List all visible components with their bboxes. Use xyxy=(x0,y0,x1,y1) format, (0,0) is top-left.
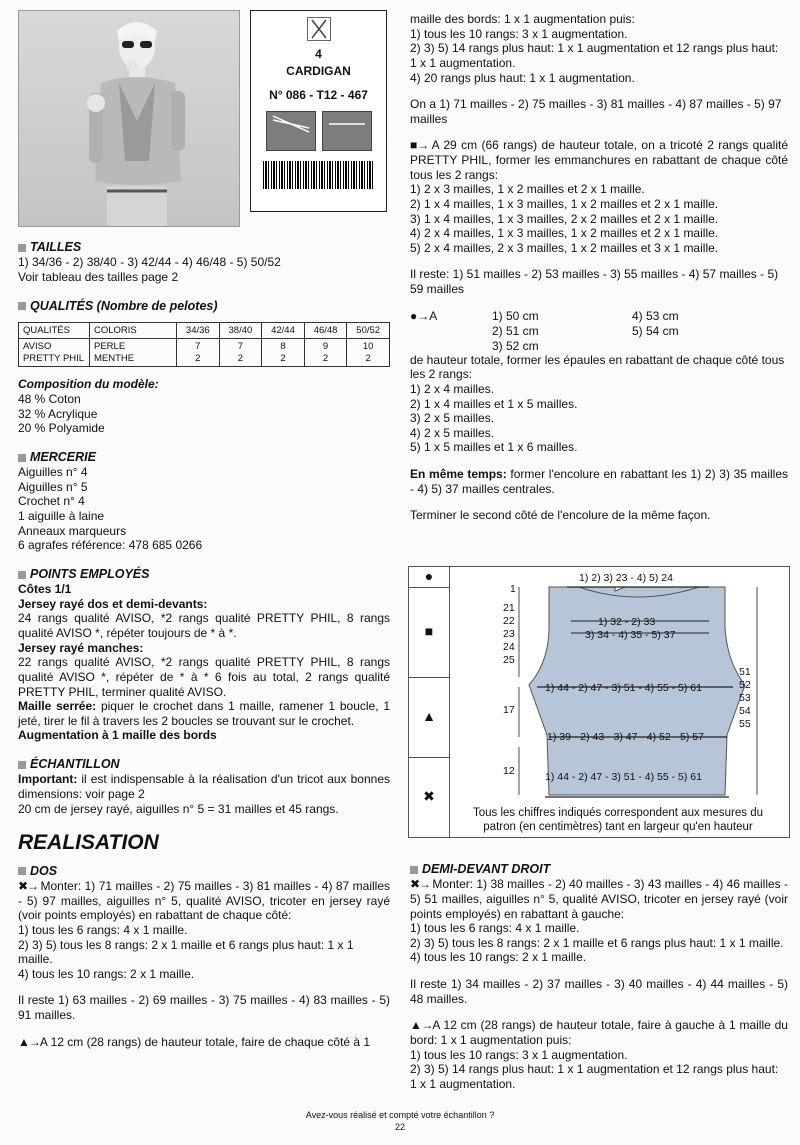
table-header-cell: 42/44 xyxy=(262,322,305,339)
cross-symbol-icon: ✖ xyxy=(423,788,435,805)
table-header-cell: QUALITÉS xyxy=(19,322,90,339)
epaule-3: 3) 2 x 5 mailles. xyxy=(410,411,495,426)
pattern-diagram xyxy=(408,566,790,838)
bottom-height: 12 xyxy=(503,765,515,777)
mercerie-line: Aiguilles n° 4 xyxy=(18,465,88,480)
table-header-cell: 46/48 xyxy=(304,322,347,339)
neck-label-2: 3) 34 - 4) 35 - 5) 37 xyxy=(585,629,676,641)
a29-line: ■→ A 29 cm (66 rangs) de hauteur totale, on a tricoté 2 rangs qualité PRETTY PHIL, former les emmanchures en rabattant de chaque côté tous les 2 rangs: xyxy=(410,138,788,182)
diagram-caption-1: Tous les chiffres indiqués correspondent aux mesures du xyxy=(472,807,763,819)
table-header-row xyxy=(19,322,390,339)
circle-arrow-label: ●→A xyxy=(410,308,438,323)
augm-line-1: maille des bords: 1 x 1 augmentation puis: xyxy=(410,12,635,26)
section-square-icon xyxy=(18,454,26,462)
hauteur-5: 5) 54 cm xyxy=(632,323,679,338)
top-width-label: 1) 2) 3) 23 - 4) 5) 24 xyxy=(579,572,673,584)
mid-height: 17 xyxy=(503,704,515,716)
needle-size-large: 4 xyxy=(390,131,399,147)
table-header-cell: 34/36 xyxy=(177,322,220,339)
left-column xyxy=(18,240,390,1049)
emmanchure-2: 2) 1 x 4 mailles, 1 x 3 mailles, 1 x 2 mailles et 2 x 1 maille. xyxy=(410,196,719,211)
jersey-manches-heading: Jersey rayé manches: xyxy=(18,640,144,655)
section-square-icon xyxy=(18,302,26,310)
demi-devant-section xyxy=(410,862,788,1091)
hauteur-3: 3) 52 cm xyxy=(492,338,539,353)
dd-plus-1: 1) tous les 10 rangs: 3 x 1 augmentation. xyxy=(410,1047,628,1062)
echantillon-heading: ÉCHANTILLON xyxy=(18,757,390,772)
table-header-cell: COLORIS xyxy=(90,322,177,339)
mercerie-line: Crochet n° 4 xyxy=(18,494,85,509)
table-cell: PERLE MENTHE xyxy=(90,339,177,367)
mercerie-line: 6 agrafes référence: 478 685 0266 xyxy=(18,538,203,553)
width-label-3: 1) 44 - 2) 47 - 3) 51 - 4) 55 - 5) 61 xyxy=(545,771,702,783)
hauteur-4: 4) 53 cm xyxy=(632,308,679,323)
model-illustration xyxy=(19,11,239,226)
hauteur-text: de hauteur totale, former les épaules en rabattant de chaque côté tous les 2 rangs: xyxy=(410,352,785,382)
model-number: 4 xyxy=(315,47,322,61)
triangle-arrow-icon: ▲→ xyxy=(18,1034,40,1049)
echantillon-line: 20 cm de jersey rayé, aiguilles n° 5 = 31 mailles et 45 rangs. xyxy=(18,801,339,816)
barcode xyxy=(263,161,375,189)
dd-monter: ✖→ Monter: 1) 38 mailles - 2) 40 mailles - 3) 43 mailles - 4) 46 mailles - 5) 51 mailles, aiguilles n° 5, qualité AVISO, tricoter en jersey rayé (voir points employés) en rabattant à gauche: xyxy=(410,877,789,921)
model-kind: CARDIGAN xyxy=(286,63,351,78)
tailles-heading: TAILLES xyxy=(18,240,390,255)
dd-reste: Il reste 1) 34 mailles - 2) 37 mailles - 3) 40 mailles - 4) 44 mailles - 5) 48 mailles. xyxy=(410,977,788,1006)
table-cell: 9 2 xyxy=(304,339,347,367)
footer-question: Avez-vous réalisé et compté votre échantillon ? xyxy=(305,1110,495,1120)
table-header-cell: 38/40 xyxy=(219,322,262,339)
composition-line: 48 % Coton xyxy=(18,392,81,407)
qualites-heading: QUALITÉS (Nombre de pelotes) xyxy=(18,299,390,314)
hauteur-2: 2) 51 cm xyxy=(492,323,539,338)
epaule-1: 1) 2 x 4 mailles. xyxy=(410,381,495,396)
hauteur-1: 1) 50 cm xyxy=(492,308,539,323)
augmentation-heading: Augmentation à 1 maille des bords xyxy=(18,728,217,743)
augm-line-2: 1) tous les 10 rangs: 3 x 1 augmentation. xyxy=(410,26,628,41)
triangle-arrow-icon: ▲→ xyxy=(410,1018,433,1033)
dos-rule-3: 4) tous les 10 rangs: 2 x 1 maille. xyxy=(18,966,195,981)
cross-arrow-icon: ✖→ xyxy=(410,877,433,892)
cross-arrow-icon: ✖→ xyxy=(18,879,41,894)
dos-rule-1: 1) tous les 6 rangs: 4 x 1 maille. xyxy=(18,922,188,937)
composition-line: 20 % Polyamide xyxy=(18,421,105,436)
on-a-line: On a 1) 71 mailles - 2) 75 mailles - 3) 81 mailles - 4) 87 mailles - 5) 97 mailles xyxy=(410,97,782,126)
tailles-sizes: 1) 34/36 - 2) 38/40 - 3) 42/44 - 4) 46/48 - 5) 50/52 xyxy=(18,255,281,270)
table-row xyxy=(19,339,390,367)
circle-arrow-icon: ●→ xyxy=(410,308,430,323)
dos-reste: Il reste 1) 63 mailles - 2) 69 mailles - 3) 75 mailles - 4) 83 mailles - 5) 91 mailles. xyxy=(18,993,390,1023)
realisation-heading: REALISATION xyxy=(18,831,159,855)
needle-size-tile-5 xyxy=(266,111,316,151)
dos-rule-2: 2) 3) 5) tous les 8 rangs: 2 x 1 maille et 6 rangs plus haut: 1 x 1 maille. xyxy=(18,937,354,967)
back-piece-shape xyxy=(409,567,789,837)
cotes-label: Côtes 1/1 xyxy=(18,582,72,597)
right-height: 55 xyxy=(739,718,751,730)
table-cell: 7 2 xyxy=(219,339,262,367)
mercerie-heading: MERCERIE xyxy=(18,450,390,465)
epaule-4: 4) 2 x 5 mailles. xyxy=(410,425,495,440)
emmanchure-1: 1) 2 x 3 mailles, 1 x 2 mailles et 2 x 1 maille. xyxy=(410,182,645,197)
square-arrow-icon: ■→ xyxy=(410,138,432,153)
section-square-icon xyxy=(18,244,26,252)
table-cell: 8 2 xyxy=(262,339,305,367)
left-height: 22 xyxy=(503,615,515,627)
augm-line-4: 4) 20 rangs plus haut: 1 x 1 augmentation. xyxy=(410,70,635,85)
dd-rule-1: 1) tous les 6 rangs: 4 x 1 maille. xyxy=(410,921,580,936)
emmanchure-3: 3) 1 x 4 mailles, 1 x 3 mailles, 2 x 2 mailles et 2 x 1 maille. xyxy=(410,211,719,226)
dd-rule-2: 2) 3) 5) tous les 8 rangs: 2 x 1 maille et 6 rangs plus haut: 1 x 1 maille. xyxy=(410,935,784,950)
epaule-2: 2) 1 x 4 mailles et 1 x 5 mailles. xyxy=(410,396,578,411)
table-cell: AVISO PRETTY PHIL xyxy=(19,339,90,367)
right-height: 52 xyxy=(739,679,751,691)
table-cell: 7 2 xyxy=(177,339,220,367)
dd-a12: ▲→A 12 cm (28 rangs) de hauteur totale, faire à gauche à 1 maille du bord: 1 x 1 augmentation puis: xyxy=(410,1018,788,1047)
section-square-icon xyxy=(18,867,26,875)
right-column xyxy=(410,12,788,523)
knitting-needle-icon xyxy=(323,112,371,136)
emmanchure-4: 4) 2 x 4 mailles, 1 x 3 mailles, 1 x 2 mailles et 2 x 1 maille. xyxy=(410,226,719,241)
right-height: 54 xyxy=(739,705,751,717)
mercerie-line: Aiguilles n° 5 xyxy=(18,479,88,494)
jersey-manches-text: 22 rangs qualité AVISO, *2 rangs qualité PRETTY PHIL, 8 rangs qualité AVISO *, répéter de * à * 6 fois au total, 2 rangs qualité PRETTY PHIL, terminer qualité AVISO. xyxy=(18,655,390,699)
emmanchure-5: 5) 2 x 4 mailles, 2 x 3 mailles, 1 x 2 mailles et 3 x 1 maille. xyxy=(410,240,719,255)
knitting-needles-icon xyxy=(267,112,315,136)
right-height: 51 xyxy=(739,666,751,678)
left-height: 23 xyxy=(503,628,515,640)
tailles-note: Voir tableau des tailles page 2 xyxy=(18,269,179,284)
width-label-1: 1) 44 - 2) 47 - 3) 51 - 4) 55 - 5) 61 xyxy=(545,682,702,694)
left-small-label: 1 xyxy=(510,583,516,595)
section-square-icon xyxy=(18,761,26,769)
left-height: 25 xyxy=(503,654,515,666)
reste-line: Il reste: 1) 51 mailles - 2) 53 mailles - 3) 55 mailles - 4) 57 mailles - 5) 59 mailles xyxy=(410,267,779,296)
table-cell: 10 2 xyxy=(347,339,390,367)
dd-plus-2: 2) 3) 5) 14 rangs plus haut: 1 x 1 augmentation et 12 rangs plus haut: 1 x 1 augmentation. xyxy=(410,1062,779,1091)
mercerie-line: 1 aiguille à laine xyxy=(18,509,105,524)
demi-devant-heading: DEMI-DEVANT DROIT xyxy=(410,862,788,877)
model-info-box xyxy=(250,10,399,212)
width-label-2: 1) 39 - 2) 43 - 3) 47 - 4) 52 - 5) 57 xyxy=(547,731,704,743)
composition-line: 32 % Acrylique xyxy=(18,406,98,421)
model-photo xyxy=(18,10,240,227)
echantillon-important: Important: il est indispensable à la réalisation d'un tricot aux bonnes dimensions: voir page 2 xyxy=(18,772,390,801)
table-header-cell: 50/52 xyxy=(347,322,390,339)
dos-heading: DOS xyxy=(18,864,390,879)
right-height: 53 xyxy=(739,692,751,704)
left-height: 24 xyxy=(503,641,515,653)
qualites-table xyxy=(18,322,390,368)
square-symbol-icon: ■ xyxy=(409,587,449,678)
needles-icon xyxy=(307,17,331,41)
terminer-line: Terminer le second côté de l'encolure de la même façon. xyxy=(410,508,711,523)
model-reference: N° 086 - T12 - 467 xyxy=(269,88,368,103)
points-heading: POINTS EMPLOYÉS xyxy=(18,567,390,582)
maille-serree: Maille serrée: piquer le crochet dans 1 maille, ramener 1 boucle, 1 jeté, tirer le fil à travers les 2 boucles se trouvant sur le crochet. xyxy=(18,699,391,728)
hauteur-grid xyxy=(410,309,788,353)
needle-size-tile-4 xyxy=(322,111,399,151)
circle-symbol-icon: ● xyxy=(409,567,449,588)
page-number: 22 xyxy=(394,1122,405,1132)
section-square-icon xyxy=(410,866,418,874)
composition-heading: Composition du modèle: xyxy=(18,377,159,392)
jersey-dos-heading: Jersey rayé dos et demi-devants: xyxy=(18,596,208,611)
neck-label-1: 1) 32 - 2) 33 xyxy=(598,616,656,628)
dos-monter: ✖→ Monter: 1) 71 mailles - 2) 75 mailles - 3) 81 mailles - 4) 87 mailles - 5) 97 mailles, aiguilles n° 5, qualité AVISO, tricoter en jersey rayé (voir points employés) en rabattant de chaque côté: xyxy=(18,879,390,923)
left-height: 21 xyxy=(503,602,515,614)
dos-a12: ▲→A 12 cm (28 rangs) de hauteur totale, faire de chaque côté à 1 xyxy=(18,1034,371,1049)
augm-line-3: 2) 3) 5) 14 rangs plus haut: 1 x 1 augmentation et 12 rangs plus haut: 1 x 1 augmentation. xyxy=(410,41,779,70)
dd-rule-3: 4) tous les 10 rangs: 2 x 1 maille. xyxy=(410,950,587,965)
meme-temps: En même temps: former l'encolure en rabattant les 1) 2) 3) 35 mailles - 4) 5) 37 mailles centrales. xyxy=(410,467,788,496)
diagram-caption-2: patron (en centimètres) tant en largeur qu'en hauteur xyxy=(483,821,753,833)
mercerie-line: Anneaux marqueurs xyxy=(18,523,127,538)
triangle-symbol-icon: ▲ xyxy=(409,677,449,758)
section-square-icon xyxy=(18,571,26,579)
jersey-dos-text: 24 rangs qualité AVISO, *2 rangs qualité PRETTY PHIL, 8 rangs qualité AVISO *, répéter toujours de * à *. xyxy=(18,611,390,641)
epaule-5: 5) 1 x 5 mailles et 1 x 6 mailles. xyxy=(410,440,578,455)
